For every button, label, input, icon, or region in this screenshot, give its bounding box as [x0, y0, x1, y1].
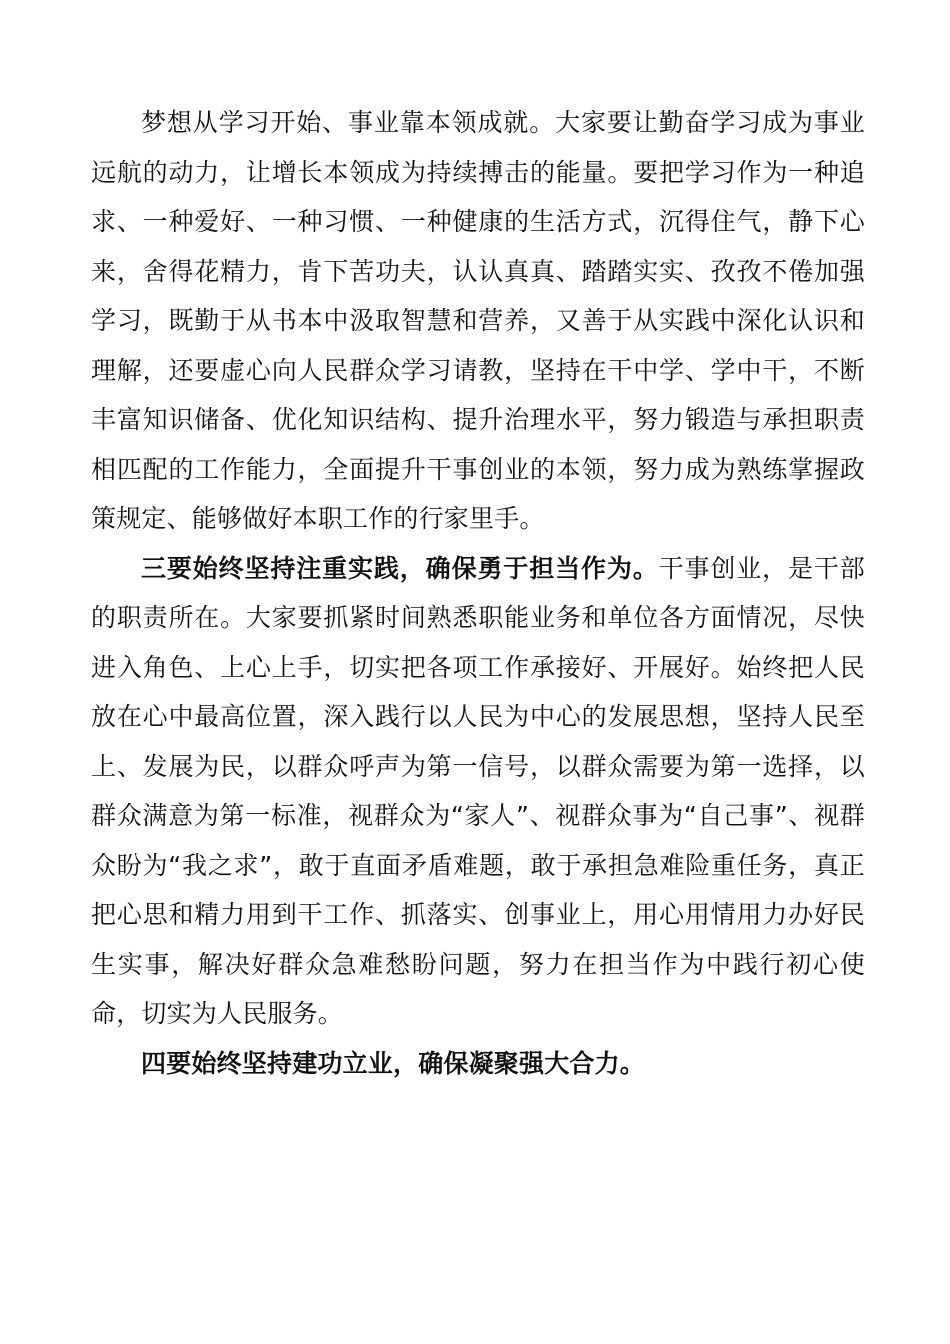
paragraph-achievement [91, 1039, 865, 1089]
paragraph-text: 干事创业，是干部的职责所在。大家要抓紧时间熟悉职能业务和单位各方面情况，尽快进入角色、上心上手，切实把各项工作承接好、开展好。始终把人民放在心中最高位置，深入践行以人民为中心的发展思想，坚持人民至上、发展为民，以群众呼声为第一信号，以群众需要为第一选择，以群众满意为第一标准，视群众为“家人”、视群众事为“自己事”、视群众盼为“我之求”，敢于直面矛盾难题，敢于承担急难险重任务，真正把心思和精力用到干工作、抓落实、创事业上，用心用情用力办好民生实事，解决好群众急难愁盼问题，努力在担当作为中践行初心使命，切实为人民服务。 [91, 553, 865, 1028]
paragraph-text: 梦想从学习开始、事业靠本领成就。大家要让勤奋学习成为事业远航的动力，让增长本领成为持续搏击的能量。要把学习作为一种追求、一种爱好、一种习惯、一种健康的生活方式，沉得住气，静下心来，舍得花精力，肯下苦功夫，认认真真、踏踏实实、孜孜不倦加强学习，既勤于从书本中汲取智慧和营养，又善于从实践中深化认识和理解，还要虚心向人民群众学习请教，坚持在干中学、学中干，不断丰富知识储备、优化知识结构、提升治理水平，努力锻造与承担职责相匹配的工作能力，全面提升干事创业的本领，努力成为熟练掌握政策规定、能够做好本职工作的行家里手。 [91, 108, 865, 533]
paragraph-practice [91, 544, 865, 1039]
paragraph-study [91, 98, 865, 544]
paragraph-lead: 四要始终坚持建功立业，确保凝聚强大合力。 [141, 1048, 646, 1078]
paragraph-lead: 三要始终坚持注重实践，确保勇于担当作为。 [141, 553, 659, 583]
document-body [91, 98, 865, 1088]
